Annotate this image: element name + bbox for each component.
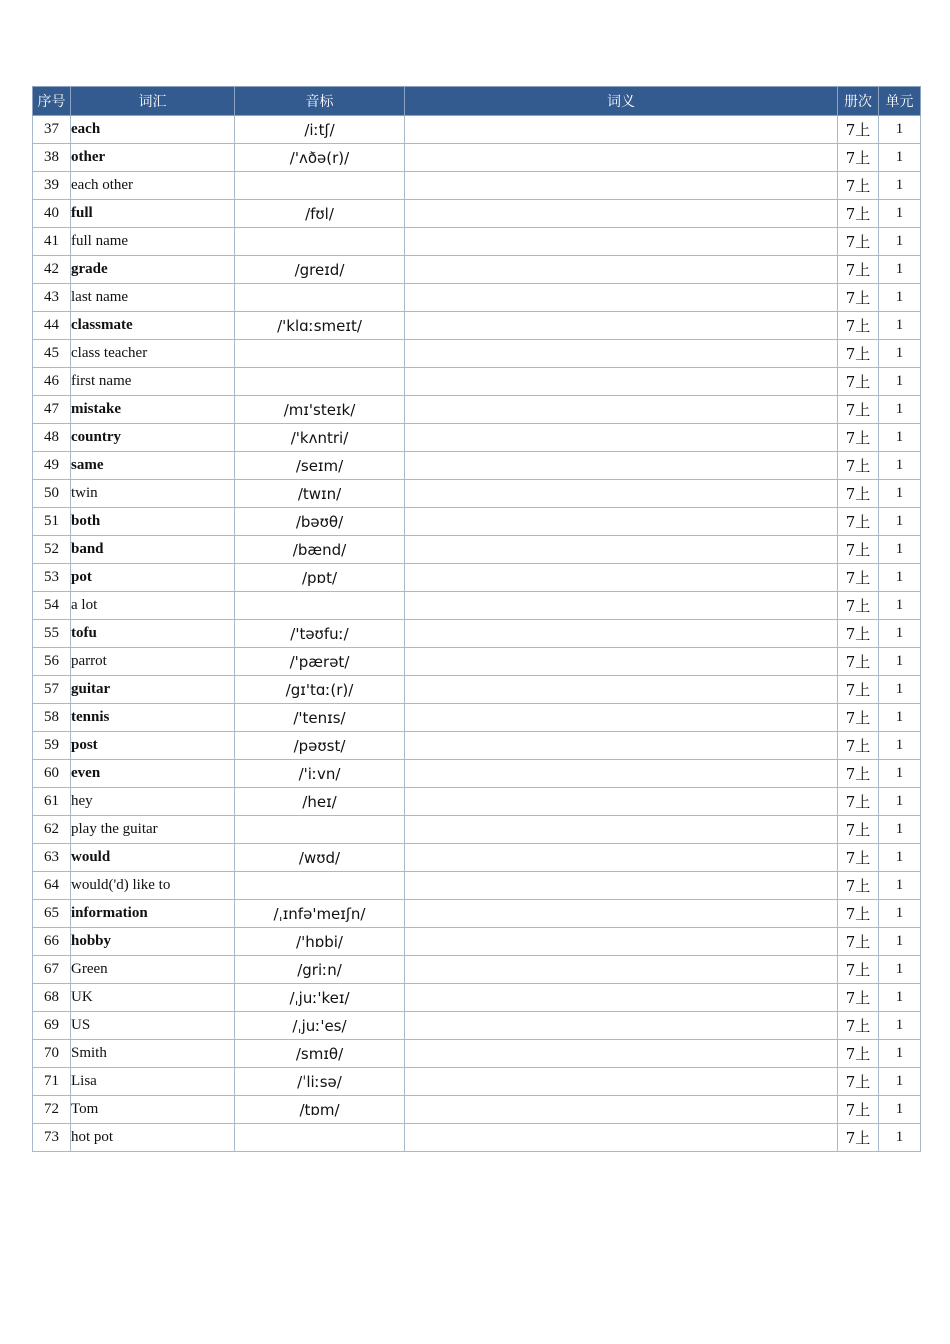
cell-phonetic: /'hɒbi/ [235, 928, 405, 956]
cell-meaning [405, 816, 838, 844]
cell-phonetic: /'klɑːsmeɪt/ [235, 312, 405, 340]
cell-phonetic [235, 368, 405, 396]
table-row [33, 956, 921, 984]
cell-index: 42 [33, 256, 71, 284]
cell-book: 7上 [838, 704, 879, 732]
cell-unit: 1 [879, 844, 921, 872]
cell-unit: 1 [879, 284, 921, 312]
cell-unit: 1 [879, 872, 921, 900]
cell-index: 43 [33, 284, 71, 312]
cell-word: Lisa [71, 1068, 235, 1096]
cell-index: 54 [33, 592, 71, 620]
cell-word: other [71, 144, 235, 172]
table-row [33, 172, 921, 200]
cell-unit: 1 [879, 200, 921, 228]
cell-index: 62 [33, 816, 71, 844]
cell-index: 51 [33, 508, 71, 536]
cell-word: both [71, 508, 235, 536]
cell-book: 7上 [838, 144, 879, 172]
table-row [33, 200, 921, 228]
cell-word: would('d) like to [71, 872, 235, 900]
table-header [33, 87, 921, 116]
cell-word: twin [71, 480, 235, 508]
cell-phonetic: /seɪm/ [235, 452, 405, 480]
cell-word: first name [71, 368, 235, 396]
cell-book: 7上 [838, 340, 879, 368]
cell-index: 70 [33, 1040, 71, 1068]
cell-unit: 1 [879, 368, 921, 396]
cell-phonetic [235, 284, 405, 312]
table-row [33, 732, 921, 760]
cell-book: 7上 [838, 676, 879, 704]
cell-phonetic: /ˌjuː'es/ [235, 1012, 405, 1040]
cell-index: 49 [33, 452, 71, 480]
cell-index: 53 [33, 564, 71, 592]
cell-meaning [405, 564, 838, 592]
cell-meaning [405, 144, 838, 172]
cell-book: 7上 [838, 984, 879, 1012]
cell-book: 7上 [838, 872, 879, 900]
cell-meaning [405, 732, 838, 760]
cell-index: 57 [33, 676, 71, 704]
cell-unit: 1 [879, 116, 921, 144]
cell-index: 44 [33, 312, 71, 340]
cell-book: 7上 [838, 900, 879, 928]
cell-book: 7上 [838, 648, 879, 676]
cell-word: each other [71, 172, 235, 200]
cell-phonetic: /'pærət/ [235, 648, 405, 676]
cell-meaning [405, 704, 838, 732]
table-row [33, 900, 921, 928]
cell-word: each [71, 116, 235, 144]
cell-phonetic: /griːn/ [235, 956, 405, 984]
cell-phonetic: /'təʊfuː/ [235, 620, 405, 648]
cell-unit: 1 [879, 900, 921, 928]
cell-unit: 1 [879, 340, 921, 368]
cell-index: 48 [33, 424, 71, 452]
cell-meaning [405, 200, 838, 228]
table-row [33, 284, 921, 312]
cell-unit: 1 [879, 564, 921, 592]
cell-book: 7上 [838, 452, 879, 480]
cell-book: 7上 [838, 592, 879, 620]
cell-unit: 1 [879, 172, 921, 200]
vocabulary-sheet [32, 86, 920, 1152]
cell-meaning [405, 256, 838, 284]
cell-unit: 1 [879, 424, 921, 452]
table-row [33, 648, 921, 676]
cell-word: hobby [71, 928, 235, 956]
cell-meaning [405, 368, 838, 396]
cell-word: hot pot [71, 1124, 235, 1152]
cell-unit: 1 [879, 508, 921, 536]
cell-book: 7上 [838, 312, 879, 340]
cell-meaning [405, 116, 838, 144]
cell-word: information [71, 900, 235, 928]
cell-unit: 1 [879, 452, 921, 480]
table-row [33, 844, 921, 872]
cell-phonetic: /pɒt/ [235, 564, 405, 592]
header-row [33, 87, 921, 116]
cell-meaning [405, 928, 838, 956]
header-phonetic: 音标 [235, 87, 405, 116]
cell-unit: 1 [879, 256, 921, 284]
cell-index: 52 [33, 536, 71, 564]
cell-book: 7上 [838, 508, 879, 536]
cell-book: 7上 [838, 844, 879, 872]
cell-unit: 1 [879, 676, 921, 704]
cell-phonetic [235, 872, 405, 900]
cell-book: 7上 [838, 732, 879, 760]
table-row [33, 396, 921, 424]
cell-book: 7上 [838, 368, 879, 396]
cell-unit: 1 [879, 704, 921, 732]
cell-unit: 1 [879, 816, 921, 844]
cell-meaning [405, 340, 838, 368]
table-row [33, 1040, 921, 1068]
cell-meaning [405, 508, 838, 536]
table-row [33, 676, 921, 704]
cell-unit: 1 [879, 1012, 921, 1040]
cell-word: even [71, 760, 235, 788]
cell-meaning [405, 452, 838, 480]
cell-index: 40 [33, 200, 71, 228]
table-row [33, 592, 921, 620]
table-row [33, 256, 921, 284]
cell-meaning [405, 1040, 838, 1068]
cell-book: 7上 [838, 1040, 879, 1068]
cell-unit: 1 [879, 928, 921, 956]
cell-book: 7上 [838, 228, 879, 256]
cell-index: 41 [33, 228, 71, 256]
cell-word: US [71, 1012, 235, 1040]
cell-meaning [405, 228, 838, 256]
cell-word: pot [71, 564, 235, 592]
cell-word: would [71, 844, 235, 872]
cell-book: 7上 [838, 200, 879, 228]
cell-phonetic: /ˌɪnfə'meɪʃn/ [235, 900, 405, 928]
cell-index: 50 [33, 480, 71, 508]
cell-word: same [71, 452, 235, 480]
cell-book: 7上 [838, 1096, 879, 1124]
cell-word: UK [71, 984, 235, 1012]
table-row [33, 564, 921, 592]
cell-phonetic [235, 172, 405, 200]
cell-word: Smith [71, 1040, 235, 1068]
cell-unit: 1 [879, 760, 921, 788]
cell-phonetic: /mɪ'steɪk/ [235, 396, 405, 424]
cell-book: 7上 [838, 760, 879, 788]
cell-word: parrot [71, 648, 235, 676]
cell-phonetic: /twɪn/ [235, 480, 405, 508]
cell-book: 7上 [838, 1124, 879, 1152]
cell-phonetic: /bænd/ [235, 536, 405, 564]
cell-phonetic: /'iːvn/ [235, 760, 405, 788]
cell-unit: 1 [879, 312, 921, 340]
cell-phonetic: /fʊl/ [235, 200, 405, 228]
table-row [33, 928, 921, 956]
table-row [33, 1124, 921, 1152]
cell-index: 64 [33, 872, 71, 900]
table-row [33, 508, 921, 536]
cell-phonetic [235, 592, 405, 620]
header-word: 词汇 [71, 87, 235, 116]
cell-phonetic: /heɪ/ [235, 788, 405, 816]
cell-word: classmate [71, 312, 235, 340]
cell-meaning [405, 592, 838, 620]
cell-phonetic: /tɒm/ [235, 1096, 405, 1124]
cell-unit: 1 [879, 396, 921, 424]
cell-index: 69 [33, 1012, 71, 1040]
cell-meaning [405, 788, 838, 816]
cell-unit: 1 [879, 788, 921, 816]
table-row [33, 1068, 921, 1096]
cell-index: 65 [33, 900, 71, 928]
cell-index: 45 [33, 340, 71, 368]
cell-phonetic: /ˈliːsə/ [235, 1068, 405, 1096]
cell-unit: 1 [879, 1096, 921, 1124]
cell-meaning [405, 1012, 838, 1040]
cell-index: 55 [33, 620, 71, 648]
cell-meaning [405, 956, 838, 984]
cell-word: full name [71, 228, 235, 256]
cell-book: 7上 [838, 480, 879, 508]
cell-word: country [71, 424, 235, 452]
cell-unit: 1 [879, 1068, 921, 1096]
cell-meaning [405, 1124, 838, 1152]
cell-index: 38 [33, 144, 71, 172]
cell-index: 46 [33, 368, 71, 396]
cell-book: 7上 [838, 256, 879, 284]
cell-phonetic: /bəʊθ/ [235, 508, 405, 536]
cell-meaning [405, 620, 838, 648]
cell-phonetic: /'tenɪs/ [235, 704, 405, 732]
cell-meaning [405, 1096, 838, 1124]
table-row [33, 788, 921, 816]
cell-unit: 1 [879, 732, 921, 760]
cell-word: band [71, 536, 235, 564]
cell-index: 60 [33, 760, 71, 788]
cell-book: 7上 [838, 956, 879, 984]
vocabulary-table [32, 86, 921, 1152]
cell-unit: 1 [879, 144, 921, 172]
cell-index: 59 [33, 732, 71, 760]
table-row [33, 480, 921, 508]
cell-meaning [405, 172, 838, 200]
cell-unit: 1 [879, 1124, 921, 1152]
cell-index: 56 [33, 648, 71, 676]
cell-meaning [405, 536, 838, 564]
table-body [33, 116, 921, 1152]
cell-index: 73 [33, 1124, 71, 1152]
cell-book: 7上 [838, 928, 879, 956]
cell-book: 7上 [838, 396, 879, 424]
table-row [33, 144, 921, 172]
cell-meaning [405, 872, 838, 900]
cell-phonetic: /wʊd/ [235, 844, 405, 872]
cell-meaning [405, 676, 838, 704]
cell-book: 7上 [838, 424, 879, 452]
cell-index: 58 [33, 704, 71, 732]
cell-book: 7上 [838, 116, 879, 144]
cell-word: full [71, 200, 235, 228]
cell-meaning [405, 984, 838, 1012]
cell-word: tofu [71, 620, 235, 648]
cell-meaning [405, 900, 838, 928]
cell-word: guitar [71, 676, 235, 704]
cell-word: tennis [71, 704, 235, 732]
cell-book: 7上 [838, 816, 879, 844]
table-row [33, 984, 921, 1012]
cell-unit: 1 [879, 228, 921, 256]
cell-unit: 1 [879, 480, 921, 508]
table-row [33, 1012, 921, 1040]
cell-phonetic [235, 340, 405, 368]
cell-book: 7上 [838, 1012, 879, 1040]
cell-book: 7上 [838, 1068, 879, 1096]
cell-index: 72 [33, 1096, 71, 1124]
cell-word: mistake [71, 396, 235, 424]
cell-phonetic: /ˌjuː'keɪ/ [235, 984, 405, 1012]
cell-meaning [405, 760, 838, 788]
cell-meaning [405, 480, 838, 508]
cell-word: last name [71, 284, 235, 312]
cell-book: 7上 [838, 172, 879, 200]
cell-meaning [405, 312, 838, 340]
table-row [33, 312, 921, 340]
table-row [33, 872, 921, 900]
cell-word: grade [71, 256, 235, 284]
cell-meaning [405, 1068, 838, 1096]
table-row [33, 1096, 921, 1124]
cell-index: 68 [33, 984, 71, 1012]
cell-phonetic: /pəʊst/ [235, 732, 405, 760]
cell-unit: 1 [879, 592, 921, 620]
table-row [33, 368, 921, 396]
cell-unit: 1 [879, 648, 921, 676]
header-meaning: 词义 [405, 87, 838, 116]
cell-phonetic [235, 1124, 405, 1152]
cell-word: Tom [71, 1096, 235, 1124]
cell-index: 63 [33, 844, 71, 872]
cell-phonetic: /iːtʃ/ [235, 116, 405, 144]
cell-word: hey [71, 788, 235, 816]
table-row [33, 340, 921, 368]
cell-unit: 1 [879, 620, 921, 648]
cell-unit: 1 [879, 536, 921, 564]
table-row [33, 620, 921, 648]
cell-meaning [405, 844, 838, 872]
cell-word: class teacher [71, 340, 235, 368]
cell-index: 37 [33, 116, 71, 144]
cell-phonetic [235, 228, 405, 256]
cell-unit: 1 [879, 956, 921, 984]
cell-unit: 1 [879, 1040, 921, 1068]
header-book: 册次 [838, 87, 879, 116]
table-row [33, 424, 921, 452]
cell-phonetic: /smɪθ/ [235, 1040, 405, 1068]
cell-index: 47 [33, 396, 71, 424]
cell-book: 7上 [838, 564, 879, 592]
cell-meaning [405, 648, 838, 676]
cell-phonetic: /'ʌðə(r)/ [235, 144, 405, 172]
cell-unit: 1 [879, 984, 921, 1012]
table-row [33, 228, 921, 256]
cell-index: 71 [33, 1068, 71, 1096]
cell-phonetic [235, 816, 405, 844]
cell-word: Green [71, 956, 235, 984]
cell-index: 67 [33, 956, 71, 984]
table-row [33, 704, 921, 732]
cell-index: 66 [33, 928, 71, 956]
cell-book: 7上 [838, 620, 879, 648]
cell-book: 7上 [838, 788, 879, 816]
table-row [33, 116, 921, 144]
cell-phonetic: /'kʌntri/ [235, 424, 405, 452]
header-index: 序号 [33, 87, 71, 116]
header-unit: 单元 [879, 87, 921, 116]
cell-meaning [405, 424, 838, 452]
cell-meaning [405, 284, 838, 312]
table-row [33, 536, 921, 564]
cell-book: 7上 [838, 284, 879, 312]
cell-phonetic: /gɪ'tɑː(r)/ [235, 676, 405, 704]
cell-meaning [405, 396, 838, 424]
cell-book: 7上 [838, 536, 879, 564]
cell-phonetic: /greɪd/ [235, 256, 405, 284]
cell-index: 39 [33, 172, 71, 200]
cell-word: play the guitar [71, 816, 235, 844]
table-row [33, 452, 921, 480]
table-row [33, 760, 921, 788]
cell-word: a lot [71, 592, 235, 620]
table-row [33, 816, 921, 844]
cell-word: post [71, 732, 235, 760]
cell-index: 61 [33, 788, 71, 816]
